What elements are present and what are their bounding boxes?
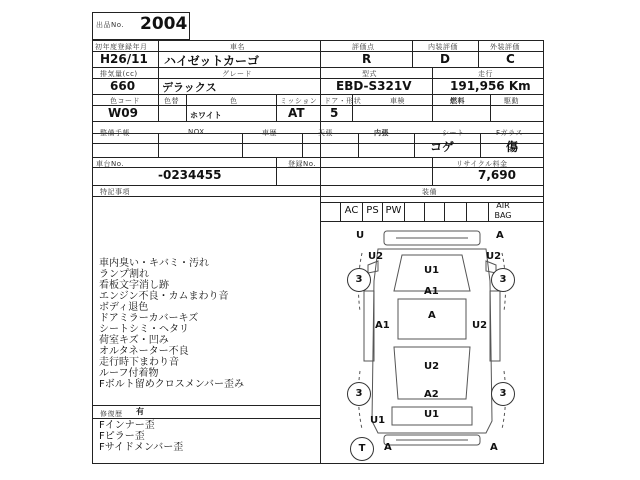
notes-label: 特記事項 [100,188,130,196]
mark-tail-u1: U1 [424,409,440,420]
mark-roof: A [428,310,436,321]
interior-value: D [440,52,450,66]
car-diagram [320,221,544,464]
grade-value: デラックス [162,81,217,94]
mark-door-right: U2 [472,320,488,331]
equipment-pw: PW [385,205,402,216]
mark-bottom-t: T [350,437,374,461]
mileage-label: 走行 [478,70,493,78]
list-item: 荷室キズ・凹み [99,335,169,346]
mark-door-left: A1 [375,320,390,331]
glass-label: Fガラス [496,129,523,137]
equipment-ps: PS [366,205,379,216]
inner-label: 内張 [374,129,389,137]
equipment-airbag: AIR BAG [494,201,512,220]
repair-item: Fピラー歪 [99,431,145,442]
grade-label: グレード [222,70,252,78]
displacement-label: 排気量(cc) [100,70,138,78]
mileage-value: 191,956 Km [450,79,531,93]
tire-front-right: 3 [491,268,515,292]
lot-number: 2004 [140,14,188,34]
color-code-label: 色コード [110,97,140,105]
repair-value: 有 [136,407,144,416]
fuel-label: 燃料 [450,97,465,105]
mark-top-right: A [496,230,504,241]
list-item: 車内臭い・キバミ・汚れ [99,258,209,269]
list-item: 走行時下まわり音 [99,357,179,368]
drive-label: 駆動 [504,97,519,105]
list-item: オルタネーター不良 [99,346,189,357]
manual-label: 整備手帳 [100,129,130,137]
chassis-value: -0234455 [158,168,222,182]
mark-u1-left: U1 [370,415,386,426]
history-label: 車歴 [262,129,277,137]
list-item: ボディ退色 [99,302,149,313]
mark-hood-u1: U1 [424,265,440,276]
mission-value: AT [288,106,305,120]
doors-label: ドア・形状 [324,97,362,105]
recycle-value: 7,690 [478,168,516,182]
inspection-label: 車検 [390,97,405,105]
color-label: 色 [230,97,238,105]
first-reg-label: 初年度登録年月 [95,43,148,51]
repair-item: Fインナー歪 [99,420,155,431]
list-item: Fボルト留めクロスメンバー歪み [99,379,245,390]
mark-u2-left: U2 [368,251,384,262]
seat-value: コゲ [430,140,455,154]
reg-label: 登録No. [288,160,317,168]
mark-u2-right: U2 [486,251,502,262]
score-label: 評価点 [352,43,375,51]
list-item: ドアミラーカバーキズ [99,313,199,324]
seat-label: シート [442,129,465,137]
mission-label: ミッション [280,97,318,105]
exterior-label: 外装評価 [490,43,520,51]
mark-top-left: U [356,230,365,241]
equipment-ac: AC [344,205,359,216]
score-value: R [362,52,372,66]
mark-bottom-a-left: A [384,442,392,453]
chassis-label: 車台No. [96,160,125,168]
doors-value: 5 [330,106,339,120]
list-item: シートシミ・ヘタリ [99,324,189,335]
lot-label: 出品No. [96,21,125,29]
color-change-label: 色替 [164,97,179,105]
car-name: ハイゼットカーゴ [164,54,260,68]
tire-rear-right: 3 [491,382,515,406]
tire-front-left: 3 [347,268,371,292]
mark-rear-a2: A2 [424,389,439,400]
list-item: ルーフ付着物 [99,368,159,379]
repair-item: Fサイドメンバー歪 [99,442,184,453]
tire-rear-left: 3 [347,382,371,406]
displacement-value: 660 [110,79,136,93]
model-label: 型式 [362,70,377,78]
repair-label: 修復歴 [100,410,123,418]
interior-label: 内装評価 [428,43,458,51]
list-item: ランプ割れ [99,269,149,280]
first-reg-value: H26/11 [100,52,148,66]
exterior-value: C [506,52,515,66]
mark-hood-a1: A1 [424,286,439,297]
equipment-label: 装備 [422,188,437,196]
mark-rear-u2: U2 [424,361,440,372]
color-code-value: W09 [108,106,138,120]
list-item: エンジン不良・カムまわり音 [99,291,229,302]
list-item: 看板文字消し跡 [99,280,169,291]
mark-bottom-a-right: A [490,442,498,453]
nox-label: NOX [188,128,205,136]
model-value: EBD-S321V [336,79,412,93]
name-label: 車名 [230,43,245,51]
glass-value: 傷 [506,140,519,154]
color-value: ホワイト [190,111,222,120]
recycle-label: リサイクル料金 [456,160,508,168]
sunroof-label: 天張 [318,129,333,137]
